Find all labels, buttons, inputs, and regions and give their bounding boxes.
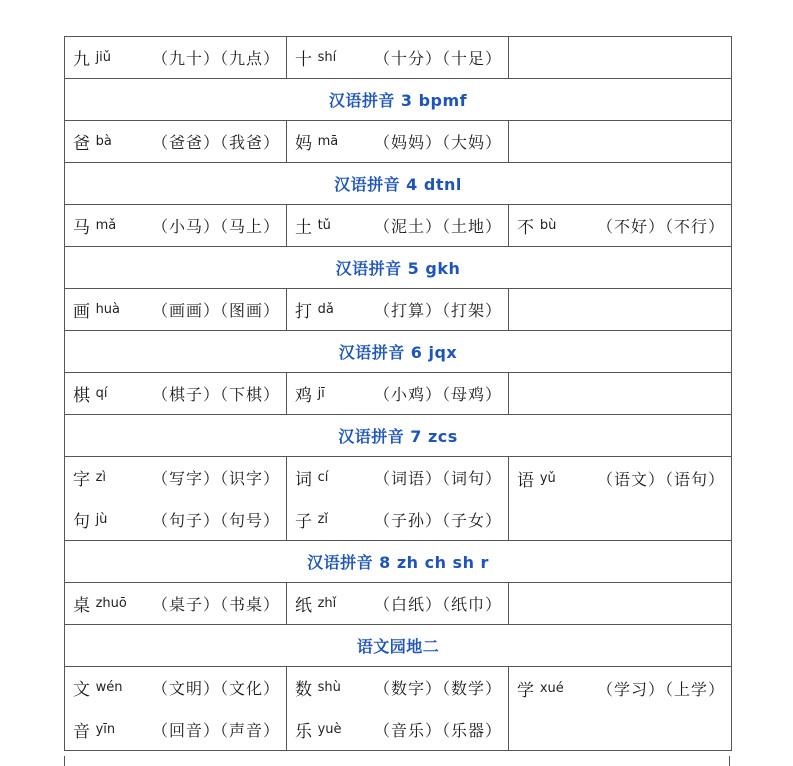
section-header-row bbox=[65, 625, 731, 667]
example-words: （音乐）（乐器） bbox=[373, 720, 502, 740]
character: 词 bbox=[295, 470, 312, 491]
empty-cell bbox=[509, 583, 731, 624]
pinyin: zǐ bbox=[317, 511, 328, 527]
section-header-row bbox=[65, 541, 731, 583]
table-cell bbox=[65, 205, 287, 246]
section-title: 汉语拼音 5 gkh bbox=[335, 259, 461, 278]
vocab-entry bbox=[295, 205, 502, 246]
table-cell bbox=[287, 289, 509, 330]
vocab-entry bbox=[295, 457, 502, 499]
vocab-entry bbox=[517, 205, 725, 246]
table-row bbox=[65, 667, 731, 751]
character: 数 bbox=[295, 680, 312, 701]
table-row bbox=[65, 205, 731, 247]
example-words: （棋子）（下棋） bbox=[151, 385, 280, 404]
section-header-row bbox=[65, 163, 731, 205]
empty-cell bbox=[509, 37, 731, 78]
vocab-entry bbox=[73, 709, 280, 751]
character: 土 bbox=[295, 218, 312, 238]
example-words: （十分）（十足） bbox=[373, 49, 502, 68]
example-words: （小马）（马上） bbox=[151, 217, 280, 236]
vocab-entry bbox=[295, 583, 502, 624]
character: 棋 bbox=[73, 386, 90, 406]
example-words: （词语）（词句） bbox=[373, 469, 502, 489]
pinyin: mǎ bbox=[95, 218, 117, 233]
pinyin: jiǔ bbox=[95, 50, 112, 65]
table-continuation bbox=[64, 756, 730, 766]
example-words: （妈妈）（大妈） bbox=[373, 133, 502, 152]
character: 九 bbox=[73, 50, 90, 70]
pinyin: dǎ bbox=[317, 302, 334, 317]
table-row bbox=[65, 121, 731, 163]
character: 马 bbox=[73, 218, 90, 238]
example-words: （回音）（声音） bbox=[151, 720, 280, 740]
character: 不 bbox=[517, 218, 534, 238]
vocab-entry bbox=[73, 289, 280, 330]
table-cell bbox=[287, 121, 509, 162]
character: 语 bbox=[517, 470, 534, 491]
section-header-row bbox=[65, 415, 731, 457]
pinyin: mā bbox=[317, 134, 339, 149]
example-words: （打算）（打架） bbox=[373, 301, 502, 320]
pinyin: xué bbox=[539, 680, 564, 696]
pinyin: qí bbox=[95, 386, 108, 401]
example-words: （数字）（数学） bbox=[373, 679, 502, 699]
example-words: （子孙）（子女） bbox=[373, 510, 502, 530]
vocab-entry bbox=[73, 121, 280, 162]
example-words: （句子）（句号） bbox=[151, 510, 280, 530]
example-words: （桌子）（书桌） bbox=[151, 595, 280, 614]
character: 十 bbox=[295, 50, 312, 70]
character: 文 bbox=[73, 680, 90, 701]
table-row bbox=[65, 373, 731, 415]
character: 学 bbox=[517, 680, 534, 701]
vocab-entry bbox=[517, 457, 725, 499]
example-words: （小鸡）（母鸡） bbox=[373, 385, 502, 404]
example-words: （不好）（不行） bbox=[596, 217, 725, 236]
table-cell bbox=[65, 457, 287, 540]
pinyin: huà bbox=[95, 302, 121, 317]
pinyin: zhuō bbox=[95, 596, 127, 611]
section-title: 汉语拼音 8 zh ch sh r bbox=[307, 553, 489, 572]
example-words: （画画）（图画） bbox=[151, 301, 280, 320]
table-cell bbox=[287, 205, 509, 246]
empty-cell bbox=[509, 121, 731, 162]
vocab-entry bbox=[73, 667, 280, 709]
example-words: （白纸）（纸巾） bbox=[373, 595, 502, 614]
table-cell bbox=[65, 583, 287, 624]
character: 子 bbox=[295, 511, 312, 532]
table-cell bbox=[287, 373, 509, 414]
vocab-entry bbox=[73, 205, 280, 246]
table-cell bbox=[509, 205, 731, 246]
pinyin: bà bbox=[95, 134, 112, 149]
character: 乐 bbox=[295, 721, 312, 742]
section-title: 汉语拼音 4 dtnl bbox=[334, 175, 462, 194]
table-row bbox=[65, 289, 731, 331]
pinyin: yǔ bbox=[539, 470, 556, 486]
table-row bbox=[65, 37, 731, 79]
vocab-entry bbox=[295, 37, 502, 78]
table-cell bbox=[65, 289, 287, 330]
vocab-entry bbox=[73, 37, 280, 78]
vocab-entry bbox=[73, 583, 280, 624]
vocab-entry bbox=[517, 667, 725, 709]
empty-cell bbox=[509, 373, 731, 414]
character: 打 bbox=[295, 302, 312, 322]
character: 纸 bbox=[295, 596, 312, 616]
vocab-entry bbox=[73, 457, 280, 499]
vocab-entry bbox=[295, 667, 502, 709]
pinyin: shù bbox=[317, 680, 341, 696]
character: 字 bbox=[73, 470, 90, 491]
vocab-entry bbox=[295, 289, 502, 330]
pinyin: yīn bbox=[95, 721, 116, 737]
section-header-row bbox=[65, 331, 731, 373]
vocab-entry bbox=[295, 373, 502, 414]
character: 鸡 bbox=[295, 386, 312, 406]
table-cell bbox=[287, 37, 509, 78]
vocab-entry bbox=[295, 121, 502, 162]
table-row bbox=[65, 583, 731, 625]
table-row bbox=[65, 457, 731, 541]
character: 妈 bbox=[295, 134, 312, 154]
character: 音 bbox=[73, 721, 90, 742]
pinyin: shí bbox=[317, 50, 337, 65]
pinyin: cí bbox=[317, 470, 329, 486]
table-cell bbox=[65, 373, 287, 414]
vocabulary-table bbox=[64, 36, 732, 751]
vocab-entry bbox=[295, 709, 502, 751]
pinyin: zì bbox=[95, 470, 106, 486]
pinyin: yuè bbox=[317, 721, 342, 737]
example-words: （语文）（语句） bbox=[596, 469, 725, 489]
section-title: 汉语拼音 7 zcs bbox=[338, 427, 458, 446]
character: 句 bbox=[73, 511, 90, 532]
example-words: （学习）（上学） bbox=[596, 679, 725, 699]
vocab-entry bbox=[73, 373, 280, 414]
example-words: （泥土）（土地） bbox=[373, 217, 502, 236]
example-words: （九十）（九点） bbox=[151, 49, 280, 68]
character: 画 bbox=[73, 302, 90, 322]
section-title: 汉语拼音 6 jqx bbox=[338, 343, 458, 362]
table-cell bbox=[65, 667, 287, 750]
table-cell bbox=[287, 457, 509, 540]
section-header-row bbox=[65, 247, 731, 289]
example-words: （写字）（识字） bbox=[151, 469, 280, 489]
table-cell bbox=[65, 37, 287, 78]
pinyin: zhǐ bbox=[317, 596, 337, 611]
example-words: （文明）（文化） bbox=[151, 679, 280, 699]
pinyin: tǔ bbox=[317, 218, 331, 233]
pinyin: bù bbox=[539, 218, 557, 233]
section-header-row bbox=[65, 79, 731, 121]
character: 桌 bbox=[73, 596, 90, 616]
table-cell bbox=[509, 667, 731, 750]
section-title: 汉语拼音 3 bpmf bbox=[328, 91, 468, 110]
pinyin: jù bbox=[95, 511, 108, 527]
table-cell bbox=[65, 121, 287, 162]
vocab-entry bbox=[295, 499, 502, 541]
section-title: 语文园地二 bbox=[356, 637, 440, 656]
table-cell bbox=[509, 457, 731, 540]
pinyin: wén bbox=[95, 680, 123, 696]
empty-cell bbox=[509, 289, 731, 330]
table-cell bbox=[287, 667, 509, 750]
vocab-entry bbox=[73, 499, 280, 541]
table-cell bbox=[287, 583, 509, 624]
character: 爸 bbox=[73, 134, 90, 154]
pinyin: jī bbox=[317, 386, 325, 401]
example-words: （爸爸）（我爸） bbox=[151, 133, 280, 152]
